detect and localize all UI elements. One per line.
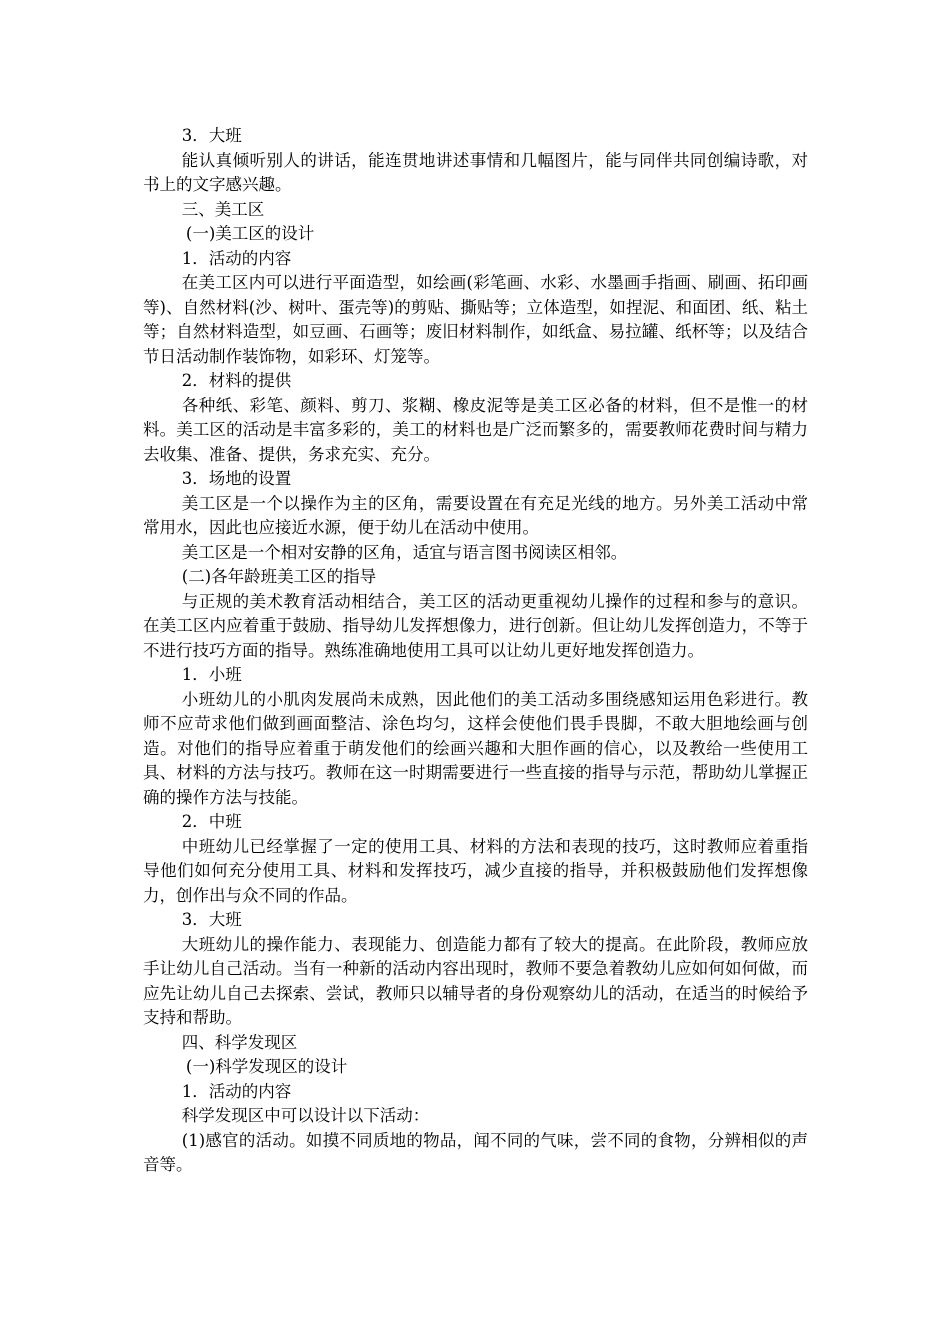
heading-large-class: 3．大班 <box>181 126 242 145</box>
paragraph-science-senses: (1)感官的活动。如摸不同质地的物品，闻不同的气味，尝不同的食物，分辨相似的声音等。 <box>143 1130 808 1174</box>
paragraph-middle-class: 中班幼儿已经掌握了一定的使用工具、材料的方法和表现的技巧，这时教师应着重指导他们如何充分使用工具、材料和发挥技巧，减少直接的指导，并积极鼓励他们发挥想像力，创作出与众不同的作品。 <box>143 836 808 905</box>
paragraph-age-guidance: 与正规的美术教育活动相结合，美工区的活动更重视幼儿操作的过程和参与的意识。在美工区内应着重于鼓励、指导幼儿发挥想像力，进行创新。但让幼儿发挥创造力，不等于不进行技巧方面的指导。熟练准确地使用工具可以让幼儿更好地发挥创造力。 <box>143 591 808 660</box>
subheading-science-area-design: (一)科学发现区的设计 <box>185 1057 348 1076</box>
subheading-art-area-design: (一)美工区的设计 <box>185 224 315 243</box>
section-heading-science-area: 四、科学发现区 <box>181 1032 298 1052</box>
paragraph-venue-light: 美工区是一个以操作为主的区角，需要设置在有充足光线的地方。另外美工活动中常常用水，因此也应接近水源，便于幼儿在活动中使用。 <box>143 493 808 537</box>
paragraph-science-intro: 科学发现区中可以设计以下活动： <box>181 1106 430 1125</box>
subheading-age-guidance: (二)各年龄班美工区的指导 <box>181 567 377 586</box>
paragraph-activity-content: 在美工区内可以进行平面造型，如绘画(彩笔画、水彩、水墨画手指画、刷画、拓印画等)、自然材料(沙、树叶、蛋壳等)的剪贴、撕贴等；立体造型，如捏泥、和面团、纸、粘土等；自然材料造型，如豆画、石画等；废旧材料制作，如纸盒、易拉罐、纸杯等；以及结合节日活动制作装饰物，如彩环、灯笼等。 <box>143 273 808 366</box>
heading-middle-class: 2．中班 <box>181 812 242 831</box>
paragraph-large-class-language: 能认真倾听别人的讲话，能连贯地讲述事情和几幅图片，能与同伴共同创编诗歌，对书上的文字感兴趣。 <box>143 150 808 194</box>
heading-materials: 2．材料的提供 <box>181 371 292 390</box>
paragraph-large-class-art: 大班幼儿的操作能力、表现能力、创造能力都有了较大的提高。在此阶段，教师应放手让幼儿自己活动。当有一种新的活动内容出现时，教师不要急着教幼儿应如何如何做，而应先让幼儿自己去探索、尝试，教师只以辅导者的身份观察幼儿的活动，在适当的时候给予支持和帮助。 <box>143 934 808 1027</box>
paragraph-venue-quiet: 美工区是一个相对安静的区角，适宜与语言图书阅读区相邻。 <box>181 542 628 562</box>
heading-large-class-art: 3．大班 <box>181 910 242 929</box>
heading-venue: 3．场地的设置 <box>181 469 292 488</box>
paragraph-small-class: 小班幼儿的小肌肉发展尚未成熟，因此他们的美工活动多围绕感知运用色彩进行。教师不应苛求他们做到画面整洁、涂色均匀，这样会使他们畏手畏脚，不敢大胆地绘画与创造。对他们的指导应着重于萌发他们的绘画兴趣和大胆作画的信心，以及教给一些使用工具、材料的方法与技巧。教师在这一时期需要进行一些直接的指导与示范，帮助幼儿掌握正确的操作方法与技能。 <box>143 689 808 807</box>
heading-activity-content: 1．活动的内容 <box>181 248 292 268</box>
heading-science-activity-content: 1．活动的内容 <box>181 1081 292 1101</box>
heading-small-class: 1．小班 <box>181 665 242 684</box>
paragraph-materials: 各种纸、彩笔、颜料、剪刀、浆糊、橡皮泥等是美工区必备的材料，但不是惟一的材料。美工区的活动是丰富多彩的，美工的材料也是广泛而繁多的，需要教师花费时间与精力去收集、准备、提供，务求充实、充分。 <box>143 395 808 464</box>
document-body <box>143 124 808 1178</box>
section-heading-art-area: 三、美工区 <box>181 199 265 219</box>
